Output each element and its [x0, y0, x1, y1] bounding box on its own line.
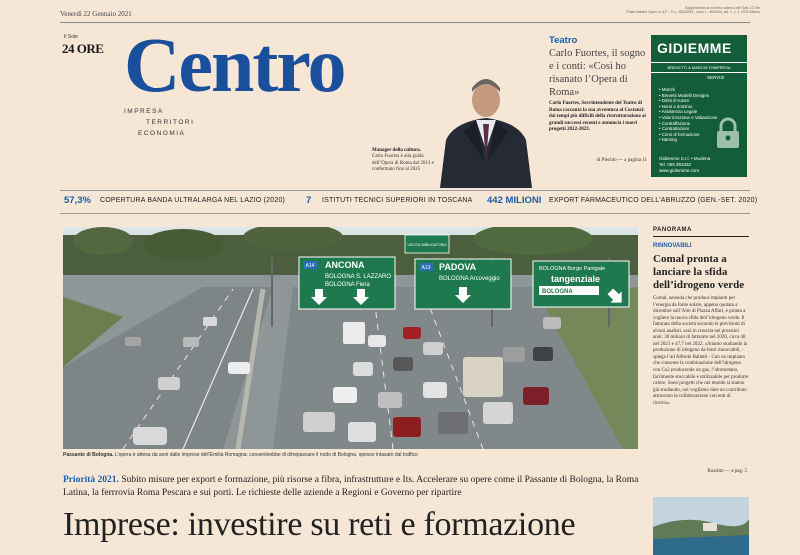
- masthead-subtitle-territori: TERRITORI: [146, 119, 195, 126]
- stat-label: EXPORT FARMACEUTICO DELL’ABRUZZO (GEN.-SET. 2020): [549, 197, 758, 204]
- lead-text: Subito misure per export e formazione, più risorse a fibra, infrastrutture e Its. Accelerare su opere come il Passante di Bologna, la Roma Latina, la ferrrovia Roma Pescara e sui porti. Le richieste delle aziende a Regioni e Governo per ripartire: [63, 475, 639, 498]
- stats-top-divider: [60, 190, 750, 191]
- ad-company: Gidiemme S.r.l. • Modena: [659, 156, 711, 161]
- il-sole-label: Il Sole: [64, 34, 78, 40]
- feature-summary: Carlo Fuortes, Sovrintendente del Teatro di Roma racconta la sua avventura al Costanzi: dai tempi più difficili della ristrutturazione ai grandi successi recenti e annuncia i nuovi progetti 2022-2023.: [549, 101, 646, 133]
- panorama-section-label: PANORAMA: [653, 227, 692, 233]
- ad-title: GIDIEMME: [657, 40, 732, 56]
- ad-phone: Tel. 059 353332: [659, 162, 692, 167]
- ad-subtitle: BREVETTI & MARCHI D’IMPRESA: [651, 62, 747, 73]
- meta-line: Poste italiane Sped. in A.P. - D.L. 353/2003 - conv. L. 46/2004, art. 1, c. 1, DCB Milano: [626, 10, 760, 14]
- photo-sign-right-line2: BOLOGNA: [542, 289, 573, 295]
- masthead-subtitle-impresa: IMPRESA: [124, 108, 164, 115]
- ad-service-item: • Valorizzazione e Valutazione: [659, 115, 718, 121]
- sidebar-byline[interactable]: Rossitto — a pag. 5: [707, 469, 747, 474]
- photo-sign-left-code: A14: [305, 263, 315, 269]
- highway-traffic-photo[interactable]: [63, 227, 638, 449]
- photo-sign-small: USCITA OBBLIGATORIA: [407, 243, 447, 247]
- lead-paragraph: [63, 474, 643, 500]
- main-headline[interactable]: Imprese: investire su reti e formazione: [63, 506, 576, 543]
- lead-kicker: Priorità 2021.: [63, 475, 119, 485]
- masthead-title: Centro: [124, 21, 345, 108]
- ad-service-item: • Marchi: [659, 87, 718, 93]
- gidiemme-advertisement[interactable]: [651, 35, 747, 177]
- feature-byline[interactable]: di Plechio — a pagina 11: [596, 158, 647, 163]
- portrait-caption-head: Manager della cultura.: [372, 148, 421, 153]
- photo-caption: [63, 452, 638, 458]
- meta-line: Supplemento al numero odierno del Sole 24 Ore: [684, 6, 760, 10]
- photo-caption-text: L’opera è attesa da anni dalle imprese dell’Emilia Romagna: consentirebbe di oltrepassare il nodo di Bologna, spesso intasato dal traffico: [114, 452, 418, 458]
- fuortes-portrait-photo[interactable]: [434, 70, 546, 188]
- ad-service-item: • Nomi a dominio: [659, 104, 718, 110]
- sidebar-landscape-photo[interactable]: [653, 497, 749, 555]
- postal-meta: [600, 6, 760, 14]
- sole-24-ore-logo[interactable]: 24 ORE: [62, 41, 104, 56]
- feature-kicker: Teatro: [549, 35, 578, 46]
- photo-sign-mid-line1: BOLOGNA Arcoveggio: [439, 276, 500, 282]
- ad-service-item: • Naming: [659, 137, 718, 143]
- photo-sign-mid-code: A13: [421, 265, 431, 271]
- photo-caption-head: Passante di Bologna.: [63, 452, 114, 458]
- panorama-divider: [653, 236, 749, 237]
- issue-date: Venerdì 22 Gennaio 2021: [60, 10, 132, 18]
- photo-sign-right-title: tangenziale: [551, 274, 601, 284]
- sidebar-body: Comal, azienda che produce impianti per l’energia da fonte solare, appena quotata a dicembre sull’Aim di Piazza Affari, è pronta a cogliere la nuova sfida dell’idrogeno verde. Il fatturato della società secondo le previsioni di alcuni analisti, sarà in crescita nei prossimi anni: 30 milioni di fatturato nel 2020, circa 40 nel 2021 e 47,7 nel 2022. «Stiamo studiando la produzione di idrogeno da fonti rinnovabili, - spiega l’ad Alfredo Balletti - Con un impianto che consente la combinazione dell’idrogeno con Co2 producendo un gas, l’idrometano, facilmente stoccabile e utilizzabile per produrre calore. Sono progetti che nel mondo si stanno già studiando, noi vogliamo dare un contributo attraverso la collaborazione con enti di ricerca».: [653, 296, 749, 406]
- photo-sign-left-line1: BOLOGNA S. LAZZARO: [325, 274, 392, 280]
- stat-label: ISTITUTI TECNICI SUPERIORI IN TOSCANA: [322, 197, 473, 204]
- ad-services-label: SERVIZI: [707, 75, 725, 80]
- ad-service-item: • Contrattazioni: [659, 126, 718, 132]
- lock-icon: [715, 117, 741, 149]
- stat-value: 57,3%: [64, 195, 91, 206]
- ad-service-item: • Diritti d’Autore: [659, 98, 718, 104]
- ad-services-list: [659, 87, 718, 143]
- feature-title[interactable]: Carlo Fuortes, il sogno e i conti: «Così ho risanato l’Opera di Roma»: [549, 48, 646, 98]
- portrait-caption: Carlo Fuortes è alla guida dell’Opera di Roma dal 2013 e confermato fino al 2025: [372, 154, 434, 172]
- photo-sign-left-line2: BOLOGNA Fiera: [325, 282, 370, 288]
- sidebar-title[interactable]: Comal pronta a lanciare la sfida dell’idrogeno verde: [653, 253, 745, 291]
- ad-service-item: • Assistenza Legale: [659, 109, 718, 115]
- masthead-subtitle-economia: ECONOMIA: [138, 130, 186, 137]
- ad-service-item: • Contraffazione: [659, 121, 718, 127]
- stat-label: COPERTURA BANDA ULTRALARGA NEL LAZIO (2020): [100, 197, 286, 204]
- ad-website[interactable]: www.gidiemme.com: [659, 168, 700, 173]
- stats-bottom-divider: [60, 213, 750, 214]
- stat-value: 7: [306, 195, 312, 206]
- photo-sign-left-title: ANCONA: [325, 260, 365, 270]
- sidebar-kicker: RINNOVABILI: [653, 243, 692, 249]
- photo-sign-mid-title: PADOVA: [439, 262, 477, 272]
- photo-sign-right-line1: BOLOGNA Borgo Panigale: [539, 266, 606, 272]
- ad-service-item: • Brevetti Modelli Designs: [659, 93, 718, 99]
- ad-service-item: • Corsi di formazione: [659, 132, 718, 138]
- stat-value: 442 MILIONI: [487, 195, 542, 206]
